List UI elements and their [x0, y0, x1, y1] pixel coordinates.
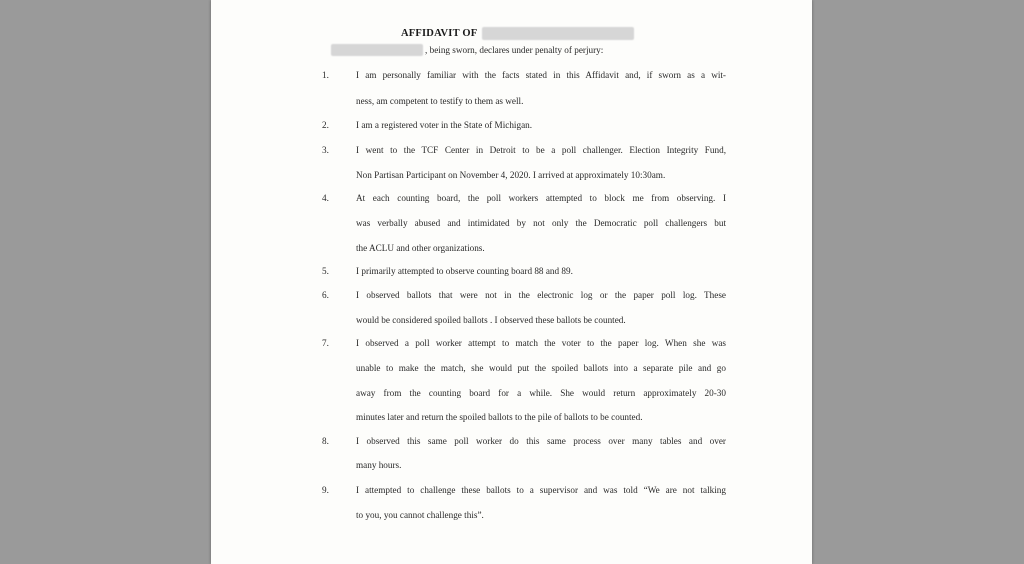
- paragraph-line: I observed this same poll worker do this same process over many tables and over: [356, 436, 726, 446]
- paragraph-line: many hours.: [356, 460, 402, 470]
- paragraph-line: I observed ballots that were not in the electronic log or the paper poll log. These: [356, 290, 726, 300]
- paragraph-number: 4.: [322, 193, 329, 203]
- paragraph-line: Non Partisan Participant on November 4, 2020. I arrived at approximately 10:30am.: [356, 170, 666, 180]
- paragraph-number: 7.: [322, 338, 329, 348]
- title-row: [401, 25, 634, 41]
- paragraph-line: the ACLU and other organizations.: [356, 243, 485, 253]
- paragraph-line: I went to the TCF Center in Detroit to be a poll challenger. Election Integrity Fund,: [356, 145, 726, 155]
- paragraph-line: would be considered spoiled ballots . I observed these ballots be counted.: [356, 315, 626, 325]
- paragraph-number: 6.: [322, 290, 329, 300]
- paragraph-line: unable to make the match, she would put the spoiled ballots into a separate pile and go: [356, 363, 726, 373]
- paragraph-number: 8.: [322, 436, 329, 446]
- paragraph-line: I attempted to challenge these ballots to a supervisor and was told “We are not talking: [356, 485, 726, 495]
- paragraph-line: I am a registered voter in the State of Michigan.: [356, 120, 533, 130]
- paragraph-line: I primarily attempted to observe counting board 88 and 89.: [356, 266, 573, 276]
- paragraph-number: 3.: [322, 145, 329, 155]
- paragraph-line: minutes later and return the spoiled ballots to the pile of ballots to be counted.: [356, 412, 643, 422]
- paragraph-line: was verbally abused and intimidated by not only the Democratic poll challengers but: [356, 218, 726, 228]
- paragraph-number: 1.: [322, 70, 329, 80]
- affidavit-title: AFFIDAVIT OF: [401, 27, 478, 39]
- intro-row: [331, 43, 603, 57]
- paragraph-line: away from the counting board for a while. She would return approximately 20-30: [356, 388, 726, 398]
- paragraph-line: I observed a poll worker attempt to match the voter to the paper log. When she was: [356, 338, 726, 348]
- paragraph-number: 5.: [322, 266, 329, 276]
- intro-text: , being sworn, declares under penalty of perjury:: [425, 45, 604, 55]
- paragraph-number: 9.: [322, 485, 329, 495]
- paragraph-line: ness, am competent to testify to them as well.: [356, 96, 524, 106]
- redacted-name-block: [482, 27, 634, 40]
- paragraph-line: I am personally familiar with the facts stated in this Affidavit and, if sworn as a wit-: [356, 70, 726, 80]
- paragraph-line: At each counting board, the poll workers attempted to block me from observing. I: [356, 193, 726, 203]
- paragraph-number: 2.: [322, 120, 329, 130]
- document-page: [211, 0, 812, 564]
- paragraph-line: to you, you cannot challenge this”.: [356, 510, 484, 520]
- redacted-name-block: [331, 44, 423, 56]
